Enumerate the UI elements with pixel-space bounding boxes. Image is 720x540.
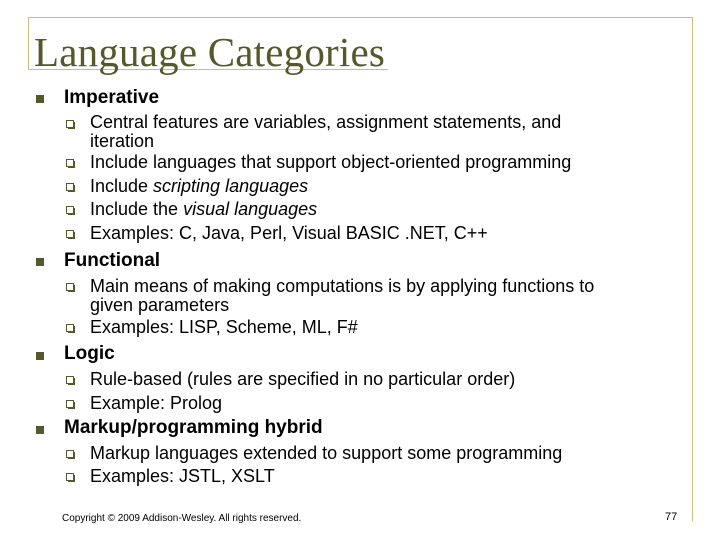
list-item-text xyxy=(90,175,308,197)
bullet-box-icon xyxy=(66,400,74,408)
list-item-text-italic: scripting languages xyxy=(153,176,309,196)
slide-title: Language Categories xyxy=(34,29,386,75)
category-label: Logic xyxy=(64,343,115,364)
bullet-box-icon xyxy=(66,159,74,167)
frame-top-line xyxy=(28,17,692,18)
list-item-text: Examples: LISP, Scheme, ML, F# xyxy=(90,317,358,337)
bullet-box-icon xyxy=(66,376,74,384)
bullet-square-icon xyxy=(36,352,44,360)
bullet-square-icon xyxy=(36,95,44,103)
list-item-text: Main means of making computations is by applying functions to xyxy=(90,276,595,296)
list-item-text-continued: iteration xyxy=(90,131,155,151)
list-item-text-plain: Include the xyxy=(90,199,184,219)
category-label: Imperative xyxy=(64,87,160,108)
bullet-box-icon xyxy=(66,120,74,128)
list-item-text: Rule-based (rules are specified in no particular order) xyxy=(90,369,516,389)
list-item-text-continued: given parameters xyxy=(90,295,230,315)
list-item-text: Include languages that support object-oriented programming xyxy=(90,152,572,172)
frame-right-line xyxy=(692,17,693,521)
bullet-square-icon xyxy=(36,258,44,266)
list-item-text: Markup languages extended to support some programming xyxy=(90,443,563,463)
category-label: Functional xyxy=(64,250,161,271)
copyright-footer: Copyright © 2009 Addison-Wesley. All rights reserved. xyxy=(62,513,302,524)
page-number: 77 xyxy=(665,511,678,523)
list-item-text: Examples: JSTL, XSLT xyxy=(90,466,275,486)
bullet-box-icon xyxy=(66,230,74,238)
list-item-text-plain: Include xyxy=(90,176,154,196)
bullet-box-icon xyxy=(66,183,74,191)
bullet-box-icon xyxy=(66,206,74,214)
bullet-box-icon xyxy=(66,450,74,458)
title-left-line xyxy=(28,17,29,69)
category-label: Markup/programming hybrid xyxy=(64,417,323,438)
list-item-text: Examples: C, Java, Perl, Visual BASIC .NET, C++ xyxy=(90,223,488,243)
list-item-text: Central features are variables, assignment statements, and xyxy=(90,112,562,132)
bullet-box-icon xyxy=(66,283,74,291)
list-item-text-italic: visual languages xyxy=(183,199,318,219)
bullet-square-icon xyxy=(36,426,44,434)
bullet-box-icon xyxy=(66,473,74,481)
bullet-box-icon xyxy=(66,324,74,332)
list-item-text xyxy=(90,198,317,220)
list-item-text: Example: Prolog xyxy=(90,393,223,413)
